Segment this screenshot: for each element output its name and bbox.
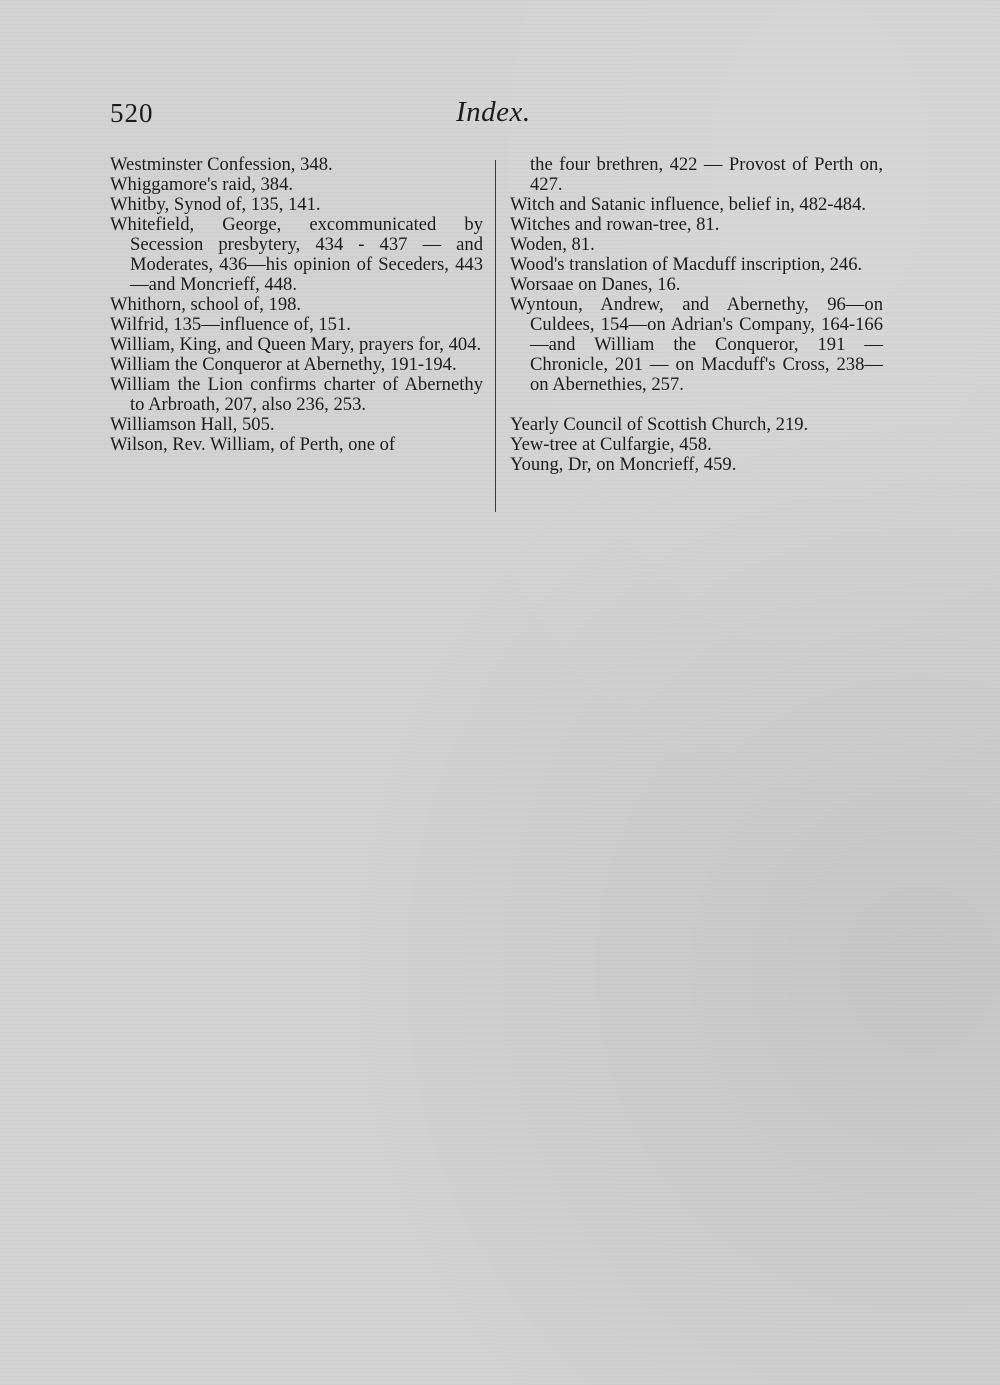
index-entry: Whitefield, George, excommunicated by Secession presbytery, 434 - 437 — and Moderates, 436—his opinion of Seceders, 443—and Moncrieff, 448.: [110, 214, 483, 295]
column-divider: [495, 160, 496, 512]
index-entry: Woden, 81.: [510, 234, 595, 255]
index-entry: Wilfrid, 135—influence of, 151.: [110, 314, 351, 335]
index-entry: Whitby, Synod of, 135, 141.: [110, 194, 321, 215]
index-entry: Westminster Confession, 348.: [110, 154, 333, 175]
index-entry: Witch and Satanic influence, belief in, 482-484.: [510, 194, 867, 215]
index-entry: Witches and rowan-tree, 81.: [510, 214, 720, 235]
index-entry: William the Conqueror at Abernethy, 191-194.: [110, 354, 457, 375]
index-entry: Williamson Hall, 505.: [110, 414, 275, 435]
index-entry: William the Lion confirms charter of Abernethy to Arbroath, 207, also 236, 253.: [110, 374, 483, 415]
index-entry-continuation: the four brethren, 422 — Provost of Perth on, 427.: [530, 154, 883, 195]
index-entry: Yew-tree at Culfargie, 458.: [510, 434, 712, 455]
index-entry: Young, Dr, on Moncrieff, 459.: [510, 454, 737, 475]
index-entry: Wyntoun, Andrew, and Abernethy, 96—on Culdees, 154—on Adrian's Company, 164-166—and William the Conqueror, 191 — Chronicle, 201 — on Macduff's Cross, 238—on Abernethies, 257.: [510, 294, 883, 395]
index-column-right: [510, 155, 883, 475]
index-entry: Whithorn, school of, 198.: [110, 294, 302, 315]
index-column-left: [110, 155, 483, 455]
index-entry: Whiggamore's raid, 384.: [110, 174, 294, 195]
index-entry: Yearly Council of Scottish Church, 219.: [510, 414, 809, 435]
page-number: 520: [110, 98, 154, 128]
index-entry: Wood's translation of Macduff inscription, 246.: [510, 254, 863, 275]
running-title: Index.: [456, 96, 531, 128]
index-entry: Wilson, Rev. William, of Perth, one of: [110, 434, 396, 455]
index-entry: Worsaae on Danes, 16.: [510, 274, 681, 295]
index-entry: William, King, and Queen Mary, prayers for, 404.: [110, 334, 482, 355]
